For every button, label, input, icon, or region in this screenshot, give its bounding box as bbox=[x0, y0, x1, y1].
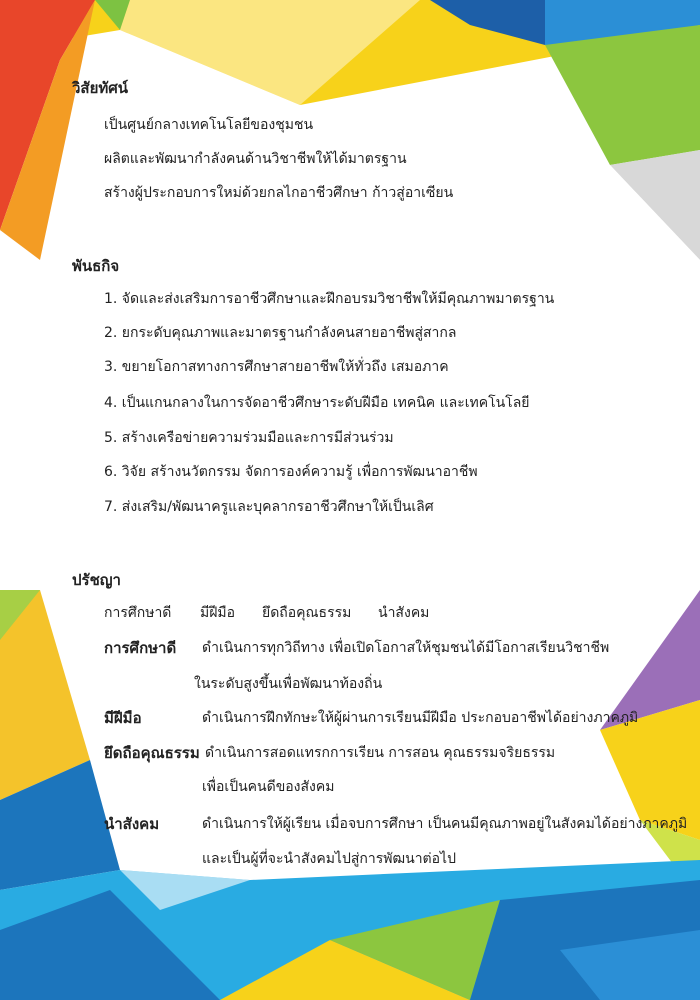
mission-item: 5. สร้างเครือข่ายความร่วมมือและการมีส่วนร่วม bbox=[104, 430, 394, 446]
philosophy-detail: และเป็นผู้ที่จะนำสังคมไปสู่การพัฒนาต่อไป bbox=[202, 851, 456, 867]
philosophy-term: การศึกษาดี bbox=[104, 639, 177, 657]
mission-item: 2. ยกระดับคุณภาพและมาตรฐานกำลังคนสายอาชีพสู่สากล bbox=[104, 325, 457, 341]
vision-line: ผลิตและพัฒนากำลังคนด้านวิชาชีพให้ได้มาตรฐาน bbox=[104, 151, 407, 167]
philosophy-term: มีฝีมือ bbox=[104, 709, 142, 727]
philosophy-detail: ดำเนินการทุกวิถีทาง เพื่อเปิดโอกาสให้ชุมชนได้มีโอกาสเรียนวิชาชีพ bbox=[202, 640, 610, 656]
philosophy-summary-item: นำสังคม bbox=[378, 605, 430, 621]
philosophy-detail: เพื่อเป็นคนดีของสังคม bbox=[202, 779, 335, 795]
philosophy-detail: ในระดับสูงขึ้นเพื่อพัฒนาท้องถิ่น bbox=[194, 676, 383, 692]
mission-item: 1. จัดและส่งเสริมการอาชีวศึกษาและฝึกอบรมวิชาชีพให้มีคุณภาพมาตรฐาน bbox=[104, 291, 555, 307]
mission-item: 6. วิจัย สร้างนวัตกรรม จัดการองค์ความรู้ เพื่อการพัฒนาอาชีพ bbox=[104, 464, 478, 480]
philosophy-heading: ปรัชญา bbox=[72, 571, 121, 589]
mission-item: 4. เป็นแกนกลางในการจัดอาชีวศึกษาระดับฝีมือ เทคนิค และเทคโนโลยี bbox=[104, 395, 530, 411]
philosophy-summary-item: ยึดถือคุณธรรม bbox=[262, 605, 352, 621]
philosophy-detail: ดำเนินการสอดแทรกการเรียน การสอน คุณธรรมจริยธรรม bbox=[205, 745, 556, 761]
philosophy-term: นำสังคม bbox=[104, 815, 160, 833]
philosophy-term: ยึดถือคุณธรรม bbox=[104, 744, 200, 762]
philosophy-detail: ดำเนินการให้ผู้เรียน เมื่อจบการศึกษา เป็นคนมีคุณภาพอยู่ในสังคมได้อย่างภาคภูมิ bbox=[202, 816, 688, 832]
vision-heading: วิสัยทัศน์ bbox=[72, 79, 129, 97]
mission-item: 7. ส่งเสริม/พัฒนาครูและบุคลากรอาชีวศึกษาให้เป็นเลิศ bbox=[104, 499, 434, 515]
mission-item: 3. ขยายโอกาสทางการศึกษาสายอาชีพให้ทั่วถึง เสมอภาค bbox=[104, 359, 449, 375]
philosophy-summary-item: มีฝีมือ bbox=[200, 605, 236, 621]
philosophy-summary-item: การศึกษาดี bbox=[104, 605, 172, 621]
vision-line: สร้างผู้ประกอบการใหม่ด้วยกลไกอาชีวศึกษา ก้าวสู่อาเซียน bbox=[104, 185, 454, 201]
vision-line: เป็นศูนย์กลางเทคโนโลยีของชุมชน bbox=[104, 117, 314, 133]
philosophy-detail: ดำเนินการฝึกทักษะให้ผู้ผ่านการเรียนมีฝีมือ ประกอบอาชีพได้อย่างภาคภูมิ bbox=[202, 710, 639, 726]
mission-heading: พันธกิจ bbox=[72, 257, 120, 275]
philosophy-summary bbox=[104, 602, 429, 624]
